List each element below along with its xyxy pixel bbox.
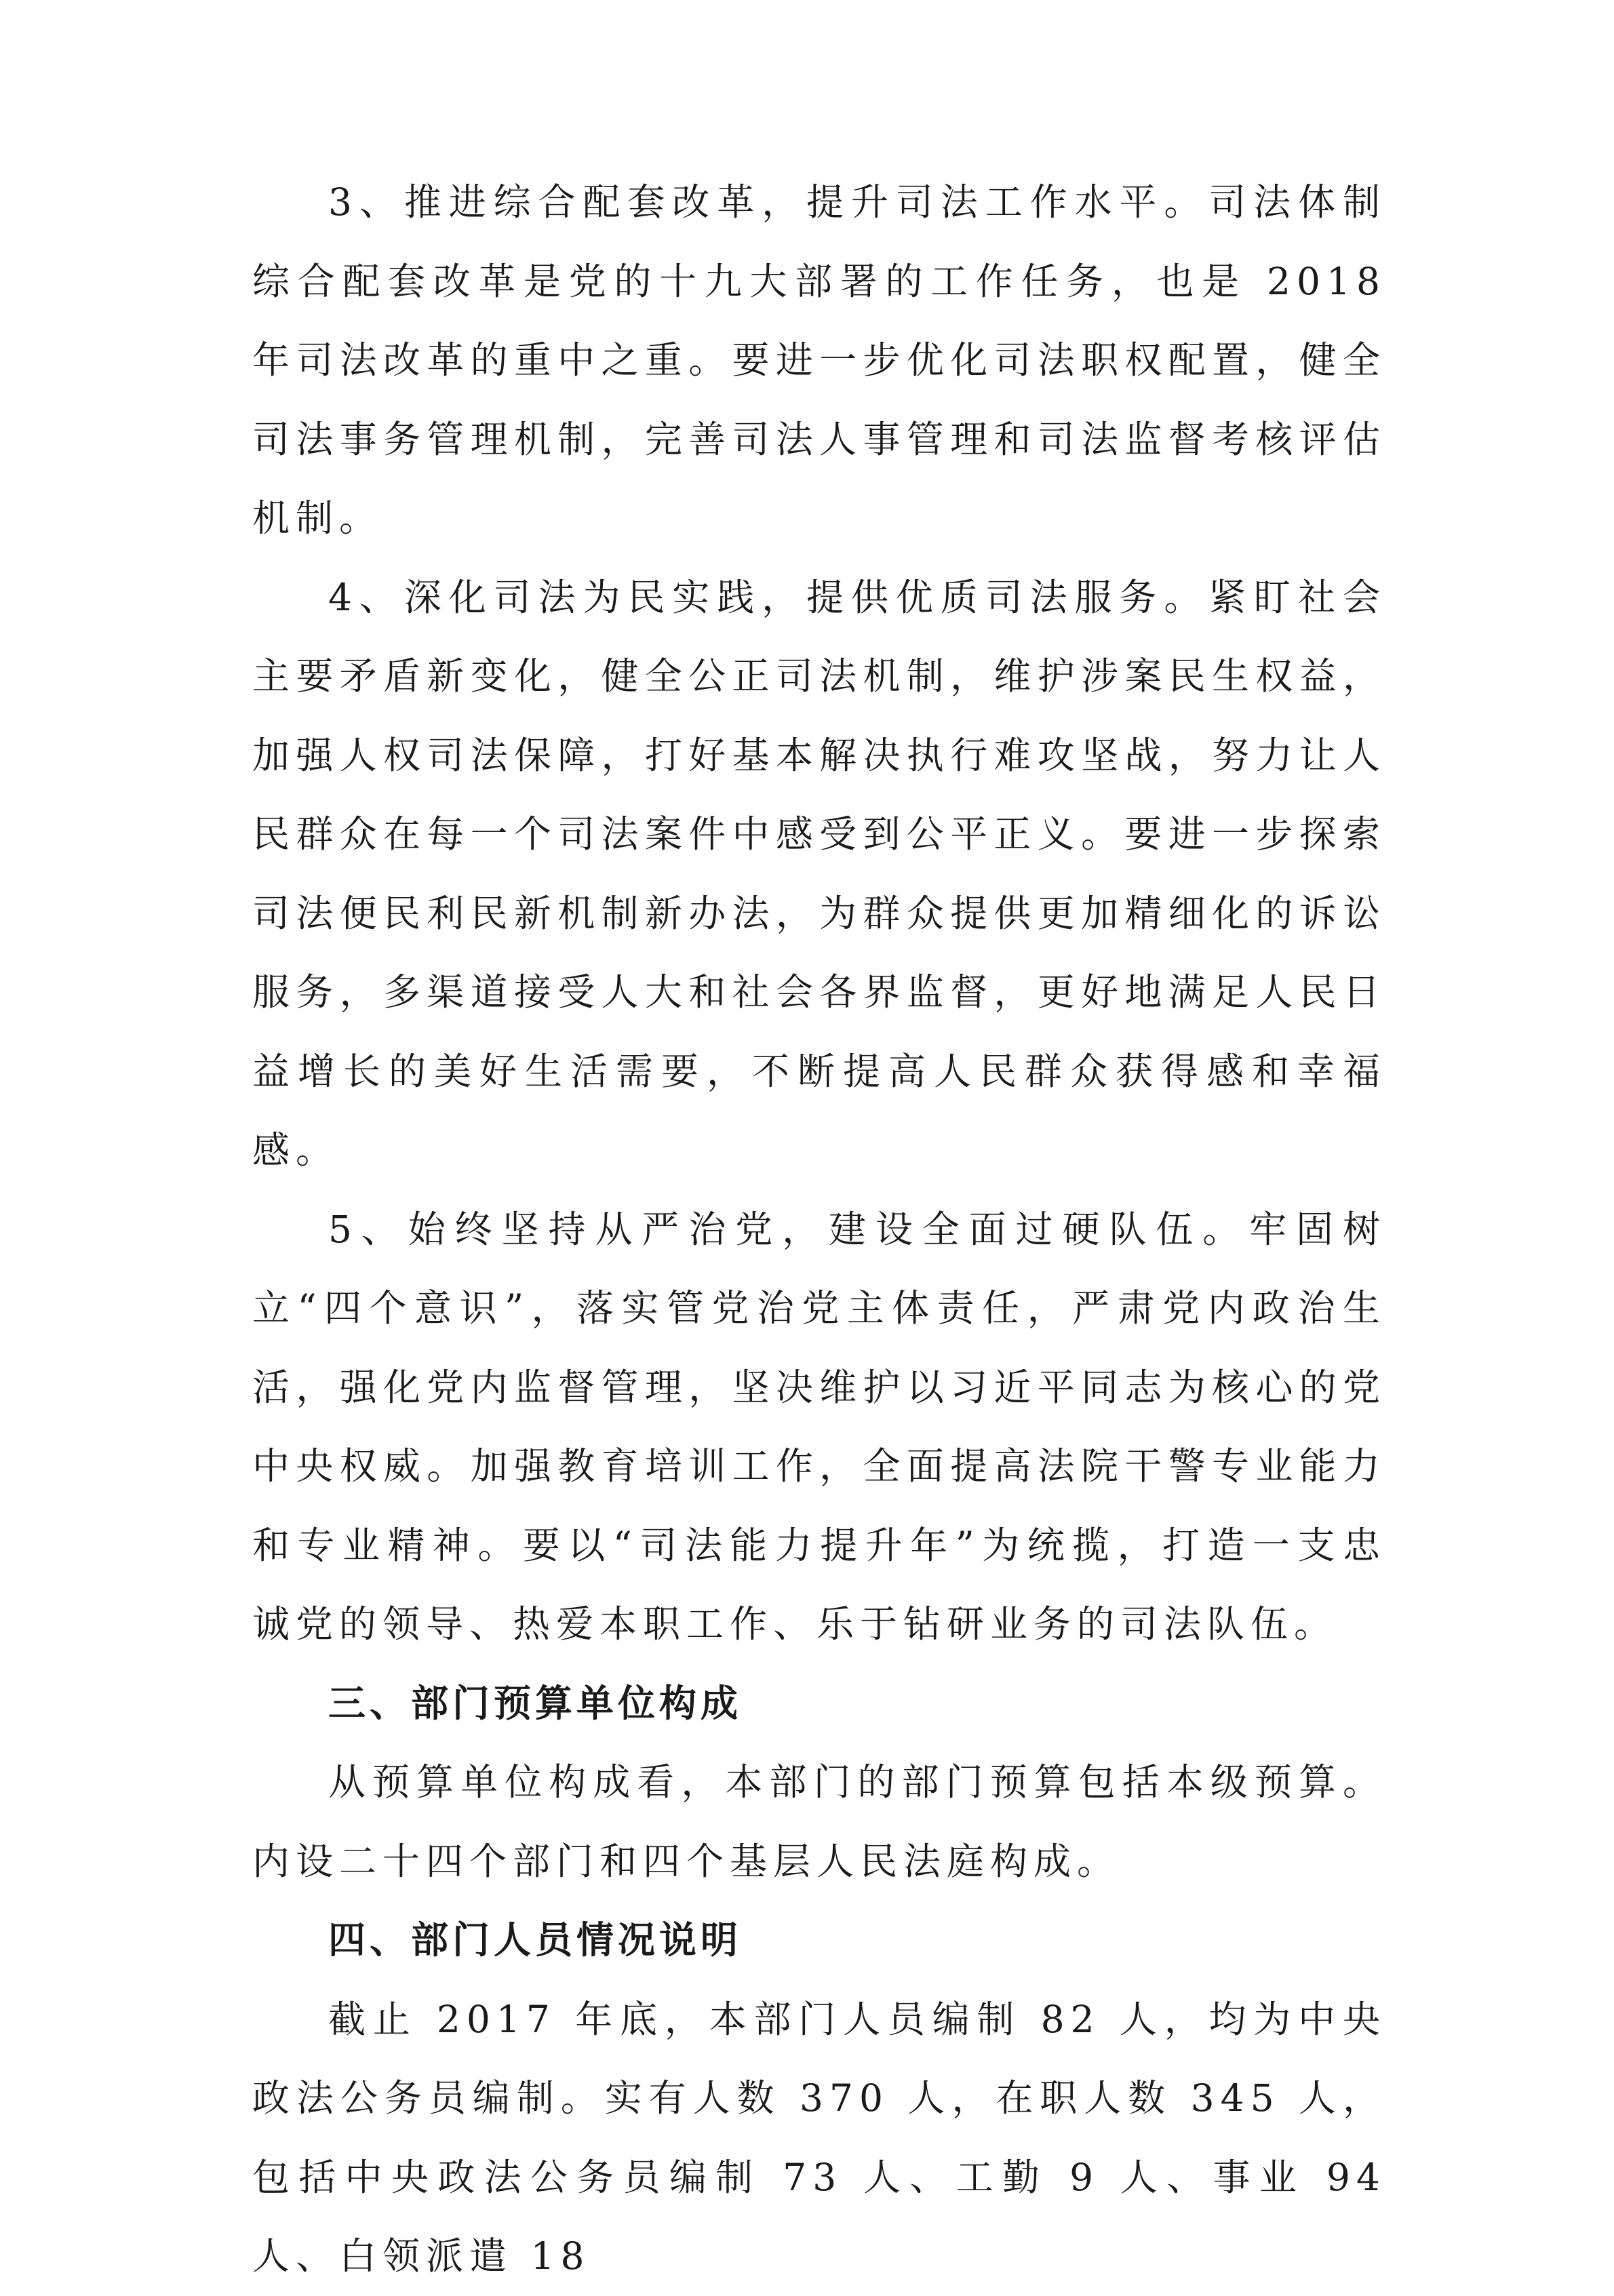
section-heading-budget-units: 三、部门预算单位构成 — [328, 1681, 743, 1725]
paragraph-staffing: 截止 2017 年底，本部门人员编制 82 人，均为中央政法公务员编制。实有人数 370 人，在职人数 345 人，包括中央政法公务员编制 73 人、工勤 9 人、事业 94 人、白领派遣 18 — [252, 1997, 1386, 2278]
section-heading-staffing: 四、部门人员情况说明 — [328, 1918, 743, 1962]
paragraph-judicial-service: 4、深化司法为民实践，提供优质司法服务。紧盯社会主要矛盾新变化，健全公正司法机制，维护涉案民生权益，加强人权司法保障，打好基本解决执行难攻坚战，努力让人民群众在每一个司法案件中感受到公平正义。要进一步探索司法便民利民新机制新办法，为群众提供更加精细化的诉讼服务，多渠道接受人大和社会各界监督，更好地满足人民日益增长的美好生活需要，不断提高人民群众获得感和幸福感。 — [252, 575, 1386, 1172]
paragraph-judicial-reform: 3、推进综合配套改革，提升司法工作水平。司法体制综合配套改革是党的十九大部署的工作任务，也是 2018 年司法改革的重中之重。要进一步优化司法职权配置，健全司法事务管理机制，完善司法人事管理和司法监督考核评估机制。 — [252, 180, 1386, 540]
paragraph-party-discipline: 5、始终坚持从严治党，建设全面过硬队伍。牢固树立“四个意识”，落实管党治党主体责任，严肃党内政治生活，强化党内监督管理，坚决维护以习近平同志为核心的党中央权威。加强教育培训工作，全面提高法院干警专业能力和专业精神。要以“司法能力提升年”为统揽，打造一支忠诚党的领导、热爱本职工作、乐于钻研业务的司法队伍。 — [252, 1207, 1386, 1646]
document-body — [252, 163, 1386, 2296]
paragraph-budget-units: 从预算单位构成看，本部门的部门预算包括本级预算。内设二十四个部门和四个基层人民法庭构成。 — [252, 1760, 1386, 1883]
